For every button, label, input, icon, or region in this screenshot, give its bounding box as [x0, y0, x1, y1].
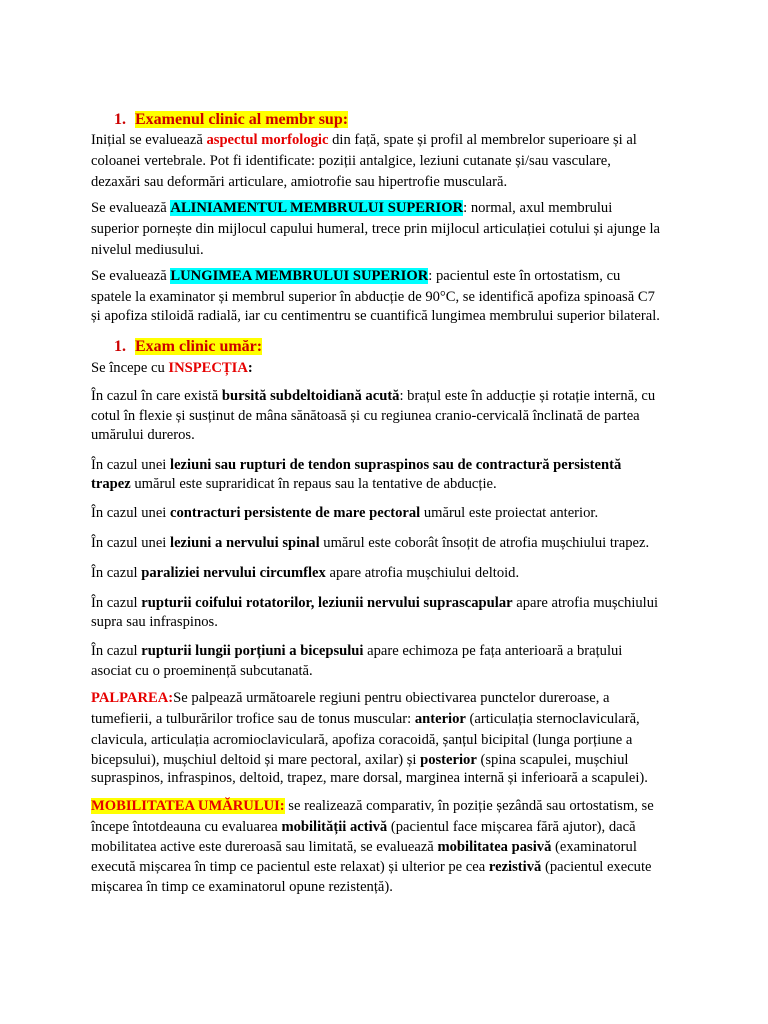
paragraph-line	[91, 641, 622, 662]
bold-term: posterior	[420, 752, 477, 768]
section-heading-1	[114, 109, 348, 130]
text-span: apare atrofia mușchiului	[512, 595, 659, 611]
paragraph-line	[91, 709, 640, 730]
paragraph-line: dezaxări sau deformări articulare, amiotrofie sau hipertrofie musculară.	[91, 174, 508, 190]
bold-term: leziuni a nervului spinal	[170, 535, 320, 551]
text-span: umărul este proiectat anterior.	[420, 505, 599, 521]
text-span: (pacientul face mișcarea fără ajutor), dacă	[387, 819, 636, 835]
text-span: execută mișcarea în timp ce pacientul este relaxat) și ulterior pe cea	[91, 859, 489, 875]
section-heading-2	[114, 336, 262, 357]
paragraph-line: supra sau infraspinos.	[91, 614, 218, 630]
text-span: : pacientul este în ortostatism, cu	[428, 268, 621, 284]
bold-term: rezistivă	[488, 859, 542, 875]
text-span: mobilitatea active este dureroasă sau limitată, se evaluează	[91, 839, 438, 855]
text-span: din față, spate și profil al membrelor superioare și al	[328, 132, 637, 148]
paragraph-line	[91, 198, 612, 219]
text-span: (examinatorul	[551, 839, 637, 855]
paragraph-line	[91, 837, 637, 858]
paragraph-line	[91, 130, 637, 151]
highlight-term: PALPAREA:	[91, 690, 174, 706]
paragraph-line	[91, 593, 658, 614]
paragraph-line	[91, 455, 621, 476]
text-span: :	[247, 360, 253, 376]
bold-term: anterior	[414, 711, 466, 727]
text-span: În cazul în care există	[91, 388, 222, 404]
paragraph-line: clavicula, articulația acromioclaviculară, apofiza coracoidă, șanțul bicipital (lunga porțiune a	[91, 732, 633, 748]
text-span: începe întotdeauna cu evaluarea	[91, 819, 282, 835]
text-span: umărul este supraridicat în repaus sau la tentative de abducție.	[130, 476, 497, 492]
paragraph-line	[91, 817, 636, 838]
text-span: În cazul unei	[91, 457, 171, 473]
paragraph-line: nivelul mediusului.	[91, 242, 204, 258]
bold-term: contracturi persistente de mare pectoral	[170, 505, 421, 521]
heading-number: 1.	[114, 338, 126, 355]
bold-term: leziuni sau rupturi de tendon supraspinos sau de contractură persistentă	[170, 457, 622, 473]
heading-title: Exam clinic umăr:	[135, 338, 263, 355]
highlight-term: LUNGIMEA MEMBRULUI SUPERIOR	[170, 268, 429, 284]
paragraph-line: asociat cu o proeminență subcutanată.	[91, 663, 313, 679]
bold-term: bursită subdeltoidiană acută	[221, 388, 400, 404]
paragraph-line	[91, 563, 519, 584]
paragraph-line: umărului dureros.	[91, 427, 195, 443]
paragraph-line	[91, 503, 598, 524]
paragraph-line	[91, 386, 655, 407]
highlight-term: aspectul morfologic	[206, 132, 329, 148]
bold-term: trapez	[91, 476, 131, 492]
highlight-term: MOBILITATEA UMĂRULUI:	[91, 798, 285, 814]
paragraph-line: și apofiza stiloidă radială, iar cu centimentru se cuantifică lungimea membrului superior bilateral.	[91, 308, 660, 324]
paragraph-line	[91, 688, 610, 709]
highlight-term: INSPECȚIA	[168, 360, 248, 376]
text-span: apare atrofia mușchiului deltoid.	[325, 565, 520, 581]
text-span: În cazul unei	[91, 505, 171, 521]
paragraph-line: superior pornește din mijlocul capului humeral, trece prin mijlocul articulației cotului și ajunge la	[91, 221, 660, 237]
paragraph-line	[91, 266, 620, 287]
text-span: (articulația sternoclaviculară,	[465, 711, 640, 727]
bold-term: paraliziei nervului circumflex	[141, 565, 326, 581]
text-span: (pacientul execute	[541, 859, 652, 875]
text-span: În cazul unei	[91, 535, 171, 551]
paragraph-line	[91, 796, 654, 817]
text-span: În cazul	[91, 565, 142, 581]
bold-term: mobilitatea pasivă	[437, 839, 552, 855]
bold-term: rupturii coifului rotatorilor, leziunii nervului suprascapular	[141, 595, 513, 611]
text-span: : normal, axul membrului	[463, 200, 613, 216]
text-span: tumefierii, a tulburărilor trofice sau de tonus muscular:	[91, 711, 415, 727]
text-span: Se începe cu	[91, 360, 169, 376]
text-span: Se palpează următoarele regiuni pentru obiectivarea punctelor dureroase, a	[173, 690, 610, 706]
paragraph-line	[91, 533, 649, 554]
text-span: (spina scapulei, mușchiul	[476, 752, 629, 768]
text-span: Se evaluează	[91, 200, 171, 216]
paragraph-line	[91, 474, 497, 495]
paragraph-line: cotul în flexie și susținut de mâna sănătoasă și cu regiunea cranio-cervicală înclinată de partea	[91, 408, 640, 424]
paragraph-line: mișcarea în timp ce examinatorul opune rezistență).	[91, 879, 393, 895]
bold-term: mobilității activă	[281, 819, 388, 835]
paragraph-line	[91, 358, 253, 379]
paragraph-line	[91, 857, 652, 878]
text-span: umărul este coborât însoțit de atrofia mușchiului trapez.	[319, 535, 650, 551]
text-span: : brațul este în adducție și rotație internă, cu	[399, 388, 656, 404]
paragraph-line: supraspinos, infraspinos, deltoid, trapez, mare dorsal, marginea internă și inferioară a scapulei).	[91, 770, 648, 786]
paragraph-line: spatele la examinator și membrul superior în abducție de 90°C, se identifică apofiza spinoasă C7	[91, 289, 655, 305]
paragraph-line: coloanei vertebrale. Pot fi identificate: poziții antalgice, leziuni cutanate și/sau vasculare,	[91, 153, 611, 169]
highlight-term: ALINIAMENTUL MEMBRULUI SUPERIOR	[170, 200, 464, 216]
text-span: Inițial se evaluează	[91, 132, 207, 148]
bold-term: rupturii lungii porțiuni a bicepsului	[141, 643, 364, 659]
heading-number: 1.	[114, 111, 126, 128]
text-span: În cazul	[91, 643, 142, 659]
text-span: În cazul	[91, 595, 142, 611]
heading-title: Examenul clinic al membr sup:	[135, 111, 349, 128]
text-span: Se evaluează	[91, 268, 171, 284]
text-span: apare echimoza pe fața anterioară a brațului	[363, 643, 623, 659]
text-span: se realizează comparativ, în poziție șezândă sau ortostatism, se	[284, 798, 654, 814]
text-span: bicepsului), mușchiul deltoid și mare pectoral, axilar) și	[91, 752, 421, 768]
